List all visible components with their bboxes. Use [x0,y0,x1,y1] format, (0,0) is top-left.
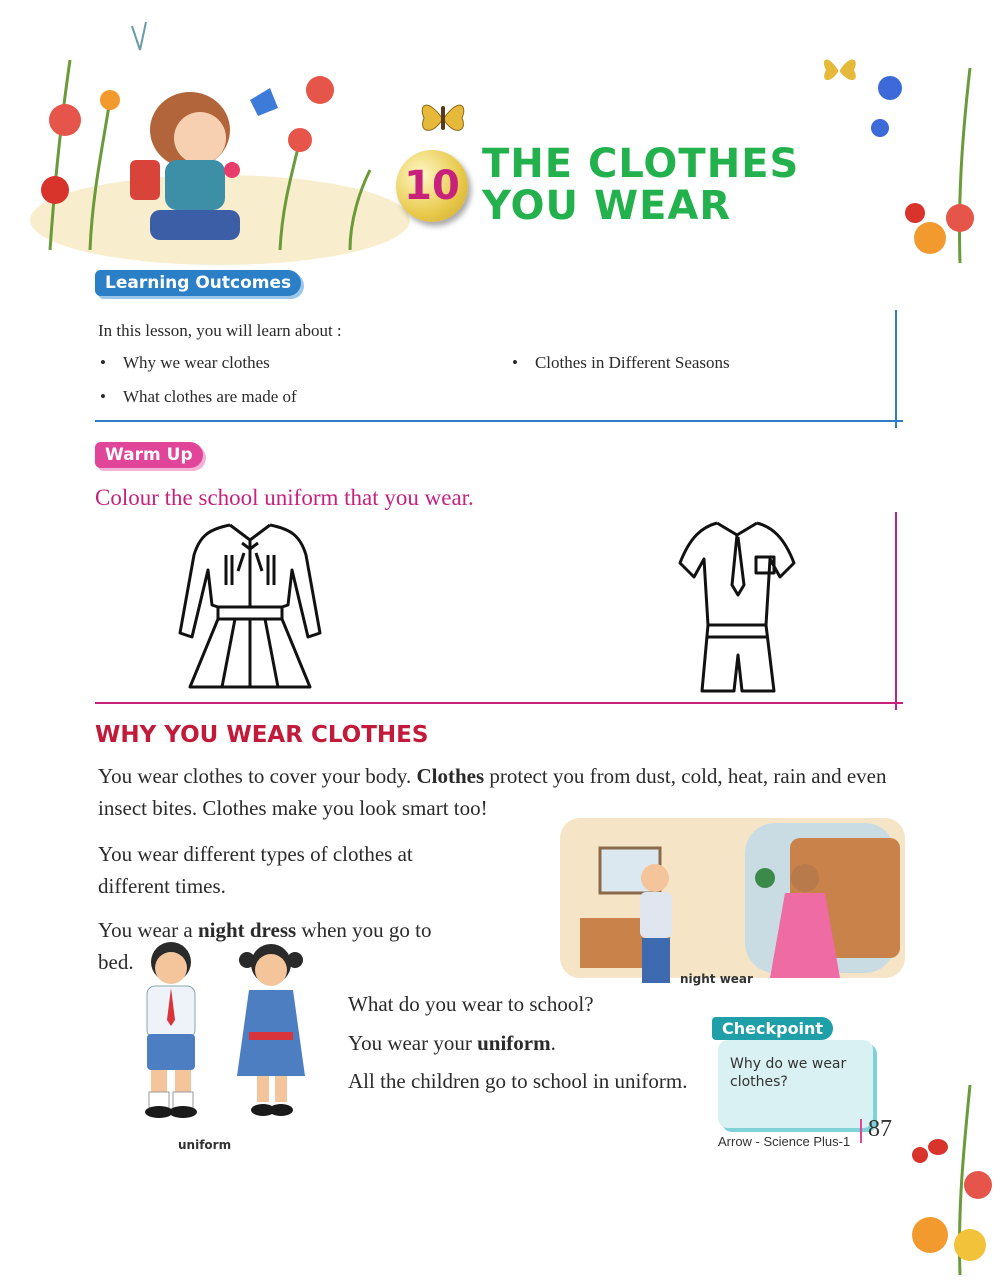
footer-divider [860,1119,862,1143]
question-school-wear: What do you wear to school? [348,992,594,1016]
children-uniform-illustration [125,940,325,1120]
chapter-title-line2: YOU WEAR [482,183,732,229]
section-paragraph-2: You wear different types of clothes at different times. [98,842,413,898]
answer-uniform: You wear your uniform. [348,1031,556,1055]
boy-uniform-outline-drawing[interactable] [672,515,802,695]
section-title: WHY YOU WEAR CLOTHES [95,722,429,748]
footer-flowers-decoration [900,1085,1000,1275]
header-illustration-girl [20,20,420,260]
learning-outcomes-intro: In this lesson, you will learn about : [98,321,342,340]
chapter-title-line1: THE CLOTHES [482,141,800,187]
section-paragraph-1: You wear clothes to cover your body. Clothes protect you from dust, cold, heat, rain and even insect bites. Clothes make you look smart too! [98,764,887,820]
chapter-number-badge: 10 [396,150,468,222]
girl-uniform-outline-drawing[interactable] [170,515,330,695]
butterfly-icon [418,96,468,140]
section-paragraph-3: You wear a night dress when you go to bed. [98,918,432,974]
uniform-caption: uniform [178,1138,232,1152]
page-number: 87 [868,1116,892,1142]
warm-up-label: Warm Up [95,442,203,468]
checkpoint-question: Why do we wear clothes? [730,1056,847,1090]
learning-outcomes-rule-vertical [895,310,897,428]
learning-outcome-item-2: • Clothes in Different Seasons [512,353,730,372]
section-paragraph-4: All the children go to school in uniform. [348,1069,688,1093]
learning-outcome-item-3: • What clothes are made of [100,387,297,406]
night-wear-caption: night wear [680,972,753,986]
footer-book-title: Arrow - Science Plus-1 [718,1134,851,1149]
warm-up-instruction: Colour the school uniform that you wear. [95,485,474,510]
learning-outcomes-label: Learning Outcomes [95,270,301,296]
warm-up-rule-horizontal [95,702,903,704]
learning-outcome-item-1: • Why we wear clothes [100,353,270,372]
learning-outcomes-rule-horizontal [95,420,903,422]
checkpoint-label: Checkpoint [712,1017,833,1040]
warm-up-rule-vertical [895,512,897,710]
header-illustration-flowers-right [820,48,980,263]
